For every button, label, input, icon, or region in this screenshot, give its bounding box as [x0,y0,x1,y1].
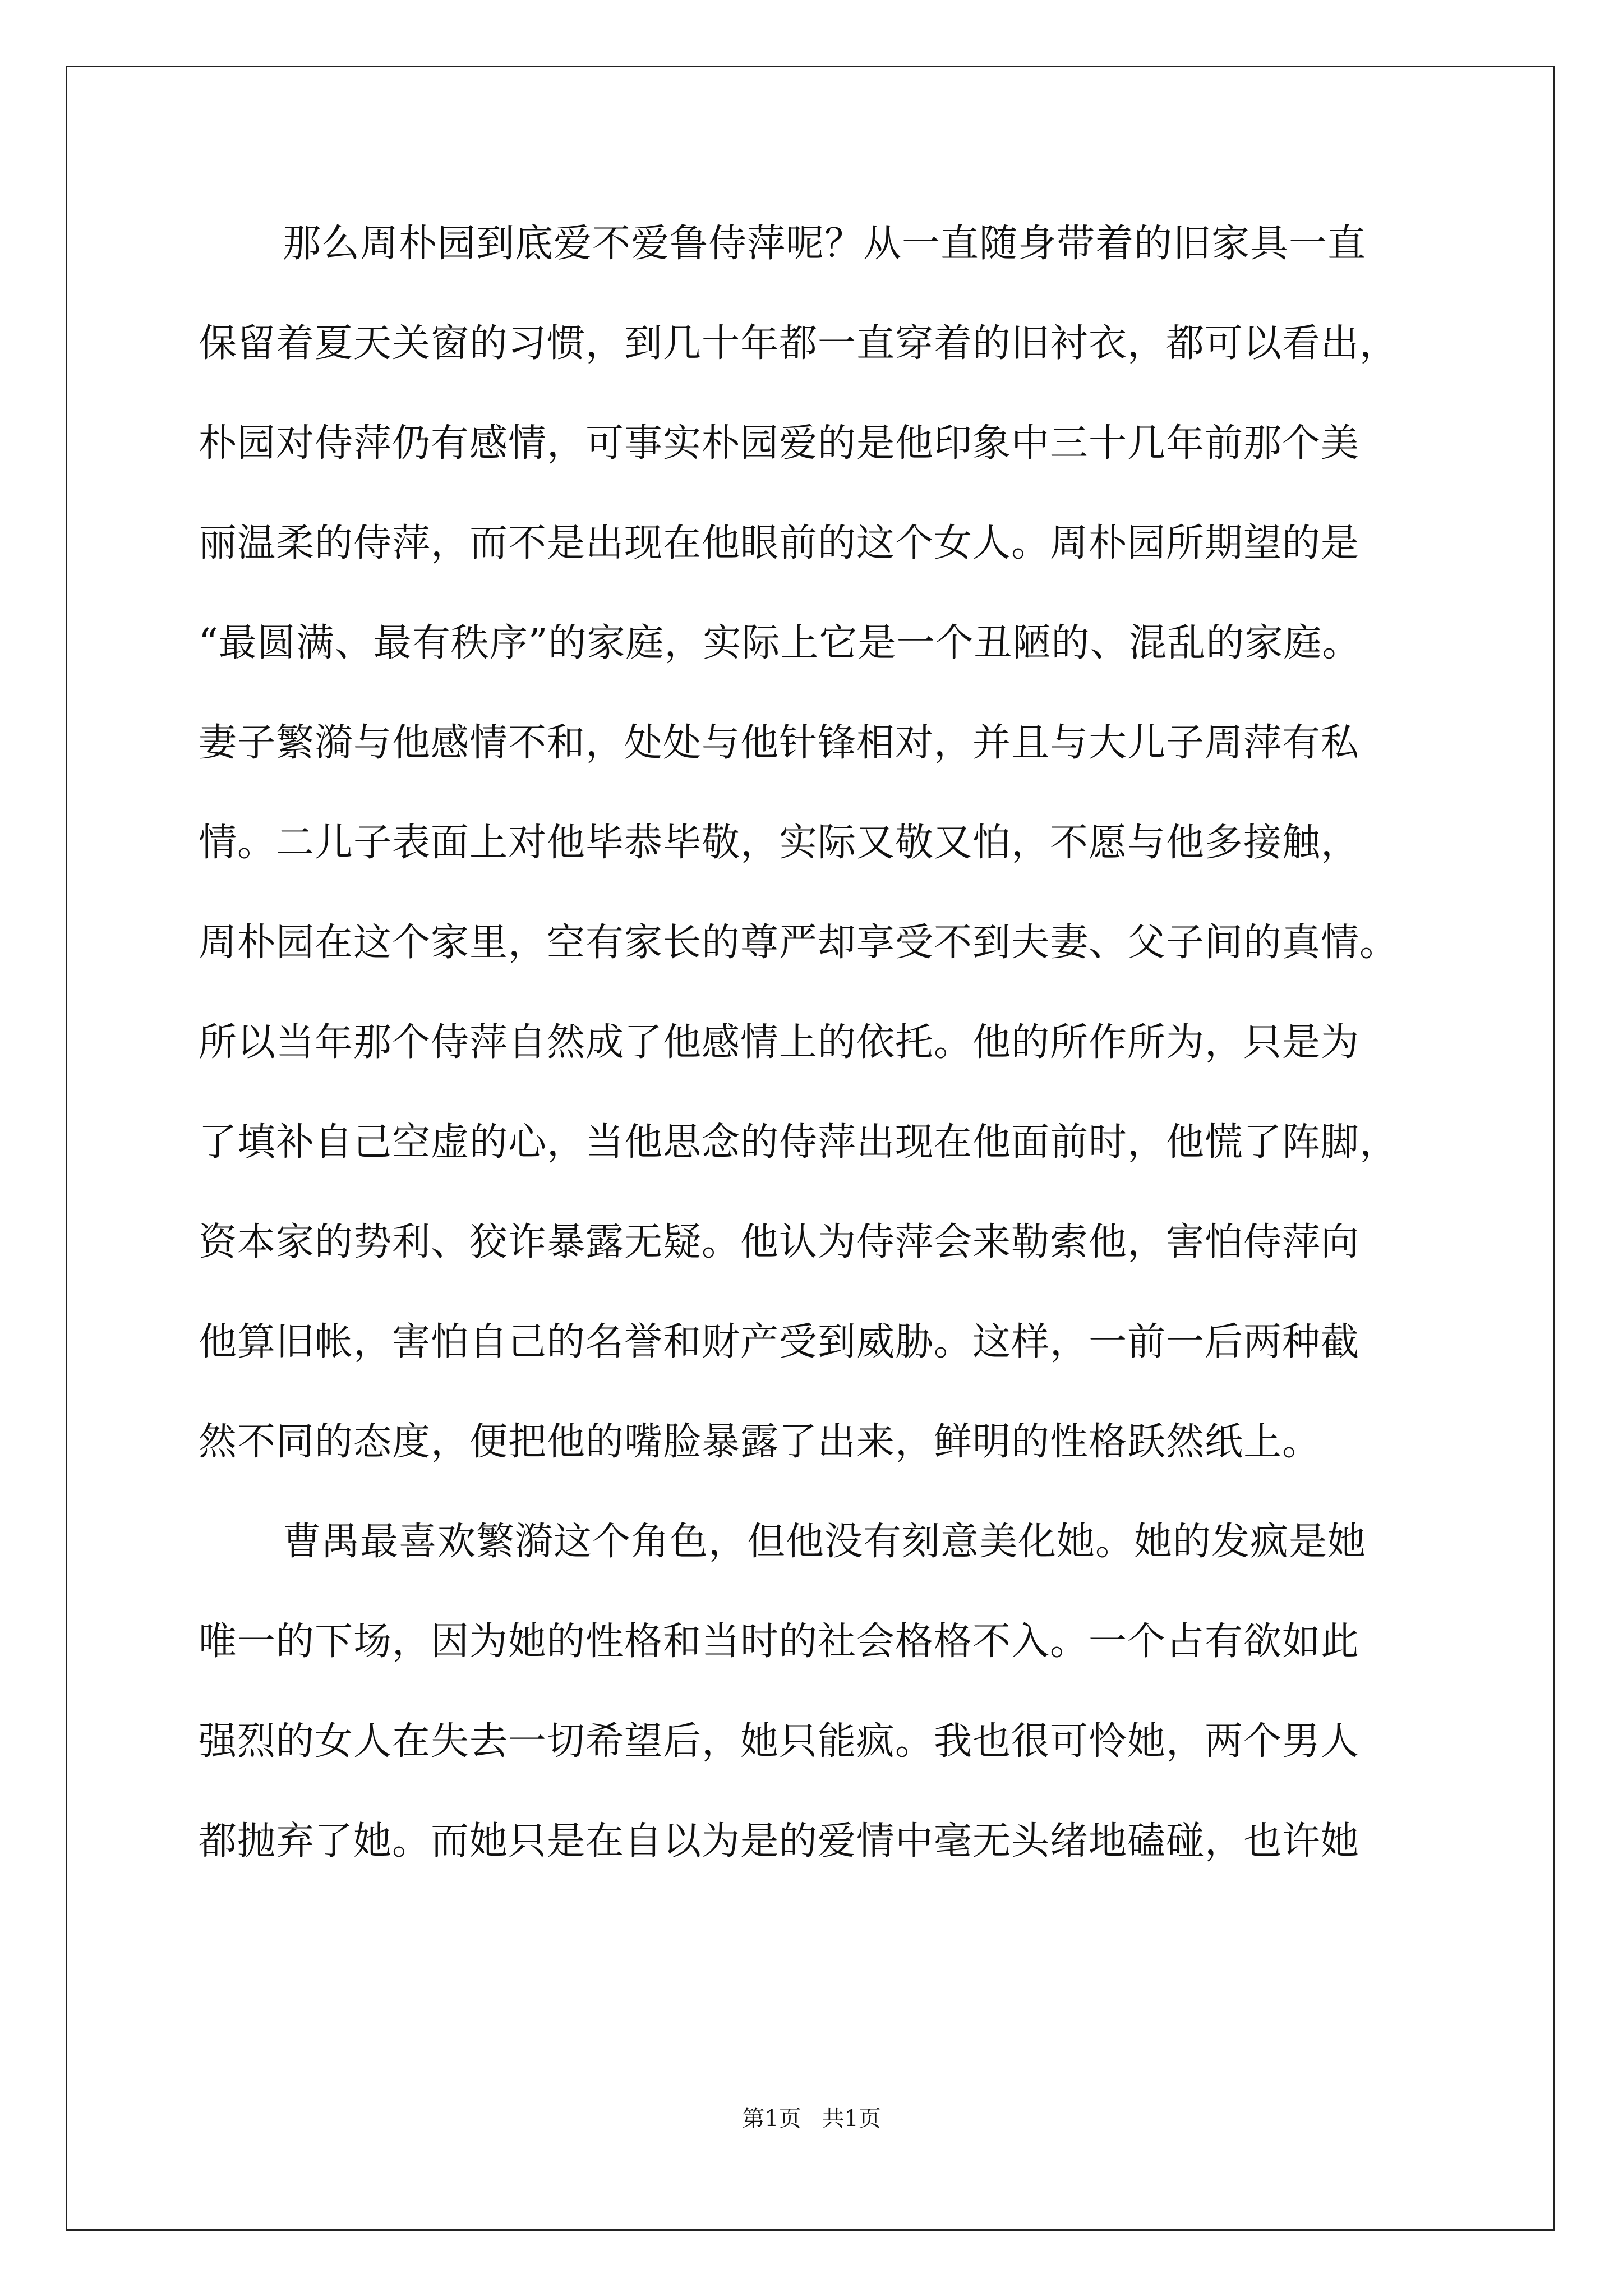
paragraph-1-line: 所以当年那个侍萍自然成了他感情上的依托。他的所作所为，只是为 [199,1020,1360,1065]
paragraph-1-line: 保留着夏天关窗的习惯，到几十年都一直穿着的旧衬衣，都可以看出， [199,321,1399,366]
paragraph-1-line: 了填补自己空虚的心，当他思念的侍萍出现在他面前时，他慌了阵脚， [199,1120,1399,1165]
paragraph-1-line: 然不同的态度，便把他的嘴脸暴露了出来，鲜明的性格跃然纸上。 [199,1420,1321,1464]
paragraph-1-line: 朴园对侍萍仍有感情，可事实朴园爱的是他印象中三十几年前那个美 [199,421,1360,466]
document-body [199,219,1432,1916]
paragraph-1-line: 资本家的势利、狡诈暴露无疑。他认为侍萍会来勒索他，害怕侍萍向 [199,1220,1360,1264]
paragraph-1-line: 周朴园在这个家里，空有家长的尊严却享受不到夫妻、父子间的真情。 [199,921,1399,965]
paragraph-2-line: 都抛弃了她。而她只是在自以为是的爱情中毫无头绪地磕碰，也许她 [199,1819,1360,1864]
paragraph-2-line: 曹禺最喜欢繁漪这个角色，但他没有刻意美化她。她的发疯是她 [283,1520,1367,1564]
page-total: 共1页 [822,2106,881,2132]
page-footer [0,2105,1623,2133]
paragraph-1-line: 那么周朴园到底爱不爱鲁侍萍呢？从一直随身带着的旧家具一直 [283,222,1367,266]
paragraph-1-line: “最圆满、最有秩序”的家庭，实际上它是一个丑陋的、混乱的家庭。 [199,621,1361,665]
page-number: 第1页 [742,2106,801,2132]
paragraph-2-line: 唯一的下场，因为她的性格和当时的社会格格不入。一个占有欲如此 [199,1619,1360,1664]
paragraph-1-line: 丽温柔的侍萍，而不是出现在他眼前的这个女人。周朴园所期望的是 [199,521,1360,565]
paragraph-1-line: 情。二儿子表面上对他毕恭毕敬，实际又敬又怕，不愿与他多接触， [199,821,1360,865]
paragraph-1-line: 妻子繁漪与他感情不和，处处与他针锋相对，并且与大儿子周萍有私 [199,721,1360,765]
paragraph-1-line: 他算旧帐，害怕自己的名誉和财产受到威胁。这样，一前一后两种截 [199,1320,1360,1364]
paragraph-2-line: 强烈的女人在失去一切希望后，她只能疯。我也很可怜她，两个男人 [199,1719,1360,1764]
